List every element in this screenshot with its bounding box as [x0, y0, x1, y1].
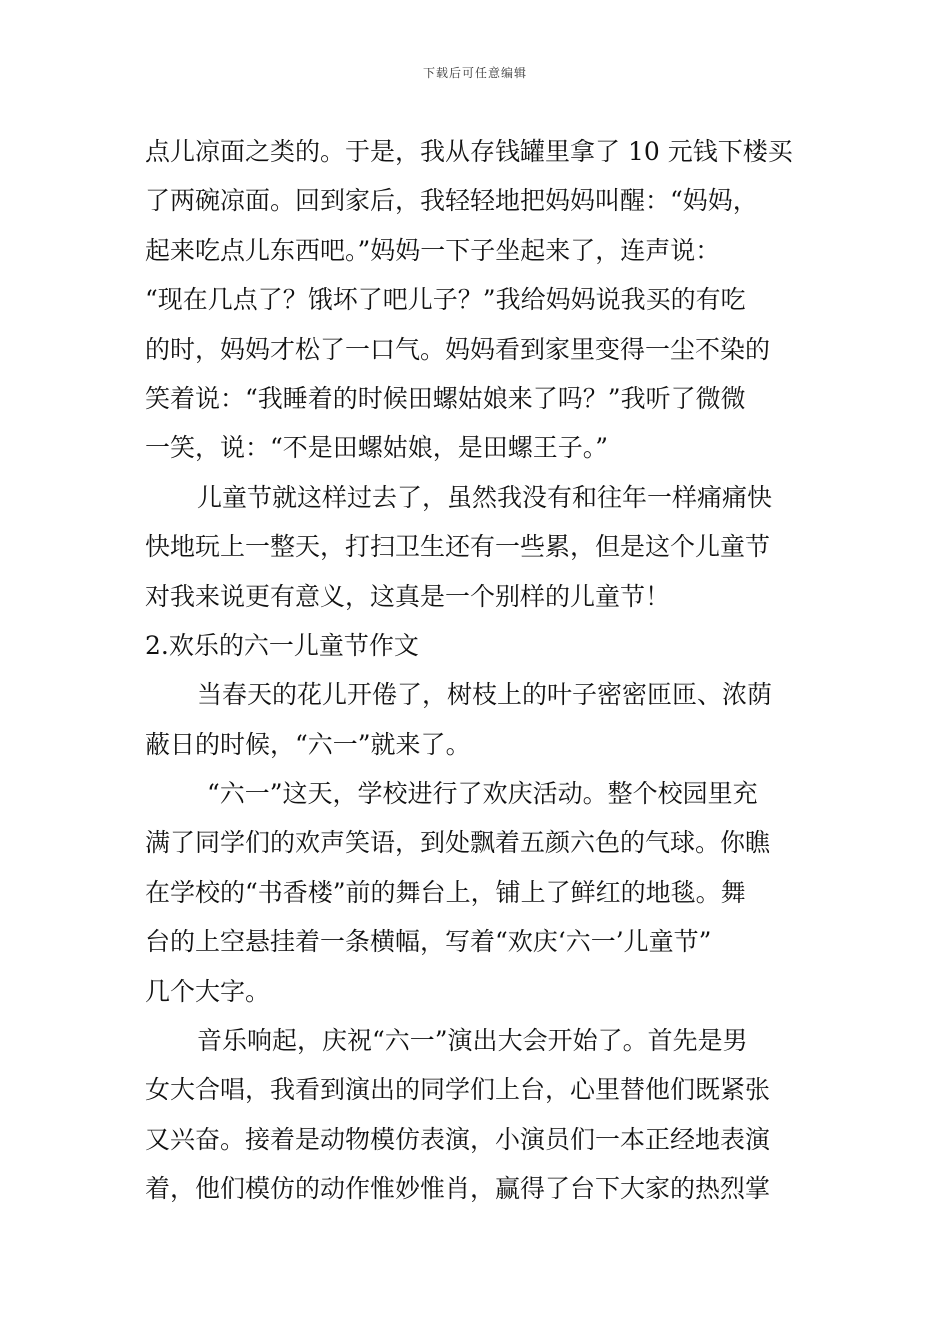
text-line: 满了同学们的欢声笑语，到处飘着五颜六色的气球。你瞧: [145, 828, 771, 858]
text-line: 笑着说：“我睡着的时候田螺姑娘来了吗？”我听了微微: [145, 383, 746, 413]
paragraph-start-line: 音乐响起，庆祝“六一”演出大会开始了。首先是男: [197, 1026, 748, 1056]
page-header: 下载后可任意编辑: [422, 66, 527, 80]
text-line: 几个大字。: [145, 976, 271, 1006]
text-line: 又兴奋。接着是动物模仿表演，小演员们一本正经地表演: [145, 1124, 771, 1154]
text-line: 了两碗凉面。回到家后，我轻轻地把妈妈叫醒：“妈妈，: [145, 186, 758, 216]
paragraph-start-line: 当春天的花儿开倦了，树枝上的叶子密密匝匝、浓荫: [197, 680, 773, 710]
paragraph-start-line: “六一”这天，学校进行了欢庆活动。整个校园里充: [207, 779, 758, 809]
document-body: [145, 127, 810, 1214]
text-line: 蔽日的时候，“六一”就来了。: [145, 729, 471, 759]
text-line: 对我来说更有意义，这真是一个别样的儿童节！: [145, 581, 671, 611]
section-heading: 2.欢乐的六一儿童节作文: [145, 630, 419, 660]
text-line: 一笑，说：“不是田螺姑娘，是田螺王子。”: [145, 433, 609, 463]
text-line: 台的上空悬挂着一条横幅，写着“欢庆‘六一’儿童节”: [145, 927, 712, 957]
text-line: 女大合唱，我看到演出的同学们上台，心里替他们既紧张: [145, 1075, 771, 1105]
text-line: 在学校的“书香楼”前的舞台上，铺上了鲜红的地毯。舞: [145, 877, 746, 907]
text-line: 快地玩上一整天，打扫卫生还有一些累，但是这个儿童节: [145, 532, 771, 562]
text-line: 着，他们模仿的动作惟妙惟肖，赢得了台下大家的热烈掌: [145, 1174, 771, 1204]
text-line: 起来吃点儿东西吧。”妈妈一下子坐起来了，连声说：: [145, 235, 721, 265]
text-line: 点儿凉面之类的。于是，我从存钱罐里拿了 10 元钱下楼买: [145, 137, 793, 166]
text-line: 的时，妈妈才松了一口气。妈妈看到家里变得一尘不染的: [145, 334, 771, 364]
paragraph-start-line: 儿童节就这样过去了，虽然我没有和往年一样痛痛快: [197, 482, 773, 512]
text-line: “现在几点了？饿坏了吧儿子？”我给妈妈说我买的有吃: [145, 285, 746, 315]
